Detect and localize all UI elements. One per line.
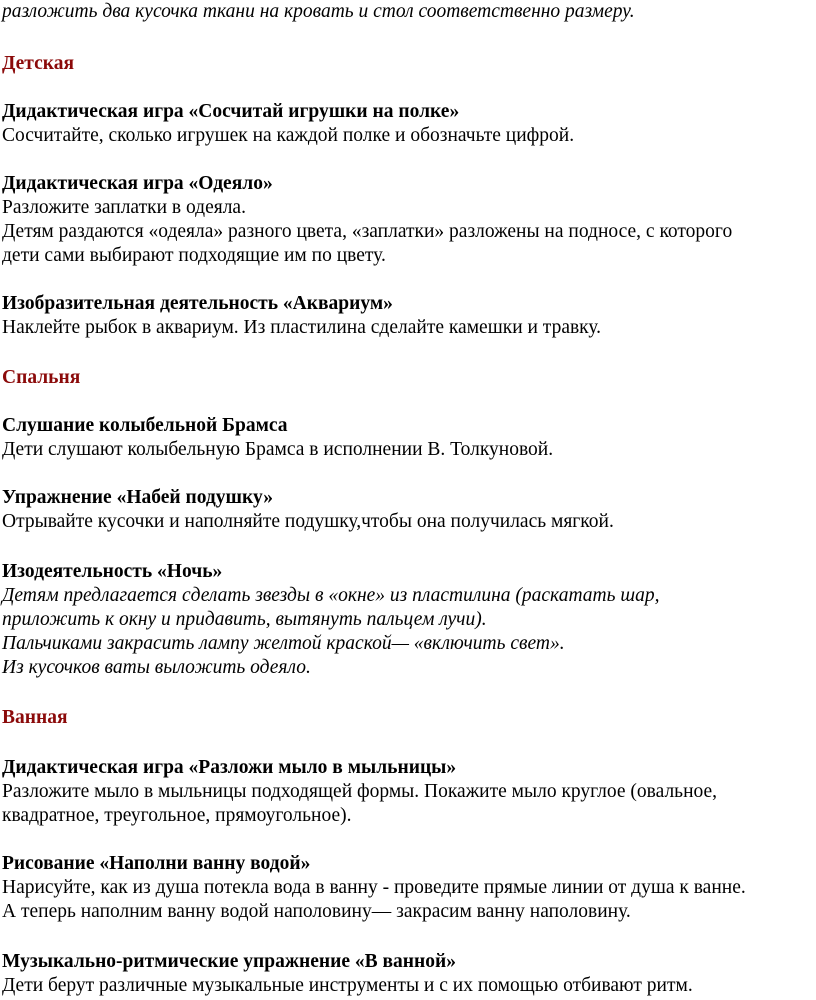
activity-text: Разложите заплатки в одеяла. [2, 197, 246, 218]
activity-text: Разложите мыло в мыльницы подходящей формы. Покажите мыло круглое (овальное, [2, 781, 718, 802]
activity-text-italic: приложить к окну и придавить, вытянуть пальцем лучи). [2, 609, 487, 630]
activity-title: Упражнение «Набей подушку» [2, 487, 273, 508]
activity-title: Изодеятельность «Ночь» [2, 561, 223, 582]
activity-title: Дидактическая игра «Сосчитай игрушки на полке» [2, 101, 460, 122]
section-heading-bedroom: Спальня [2, 367, 81, 388]
section-heading-nursery: Детская [2, 53, 75, 74]
activity-text: Нарисуйте, как из душа потекла вода в ванну - проведите прямые линии от душа к ванне. [2, 877, 746, 898]
activity-title: Слушание колыбельной Брамса [2, 415, 288, 436]
activity-text-italic: Детям предлагается сделать звезды в «окне» из пластилина (раскатать шар, [2, 585, 660, 606]
activity-text-italic: Из кусочков ваты выложить одеяло. [2, 657, 311, 678]
activity-text: Наклейте рыбок в аквариум. Из пластилина сделайте камешки и травку. [2, 317, 602, 338]
activity-text: А теперь наполним ванну водой наполовину— закрасим ванну наполовину. [2, 901, 631, 922]
activity-text: квадратное, треугольное, прямоугольное). [2, 805, 352, 826]
activity-title: Дидактическая игра «Одеяло» [2, 173, 273, 194]
activity-text: дети сами выбирают подходящие им по цвету. [2, 245, 386, 266]
activity-text: Дети слушают колыбельную Брамса в исполнении В. Толкуновой. [2, 439, 554, 460]
activity-text: Детям раздаются «одеяла» разного цвета, «заплатки» разложены на подносе, с которого [2, 221, 733, 242]
activity-title: Музыкально-ритмические упражнение «В ванной» [2, 951, 457, 972]
activity-text-italic: Пальчиками закрасить лампу желтой краской— «включить свет». [2, 633, 565, 654]
activity-title: Изобразительная деятельность «Аквариум» [2, 293, 393, 314]
activity-text: Дети берут различные музыкальные инструменты и с их помощью отбивают ритм. [2, 975, 693, 996]
intro-text: разложить два кусочка ткани на кровать и стол соответственно размеру. [2, 1, 635, 22]
activity-text: Отрывайте кусочки и наполняйте подушку,чтобы она получилась мягкой. [2, 511, 614, 532]
activity-title: Рисование «Наполни ванну водой» [2, 853, 311, 874]
activity-text: Сосчитайте, сколько игрушек на каждой полке и обозначьте цифрой. [2, 125, 575, 146]
activity-title: Дидактическая игра «Разложи мыло в мыльницы» [2, 757, 457, 778]
section-heading-bathroom: Ванная [2, 707, 68, 728]
